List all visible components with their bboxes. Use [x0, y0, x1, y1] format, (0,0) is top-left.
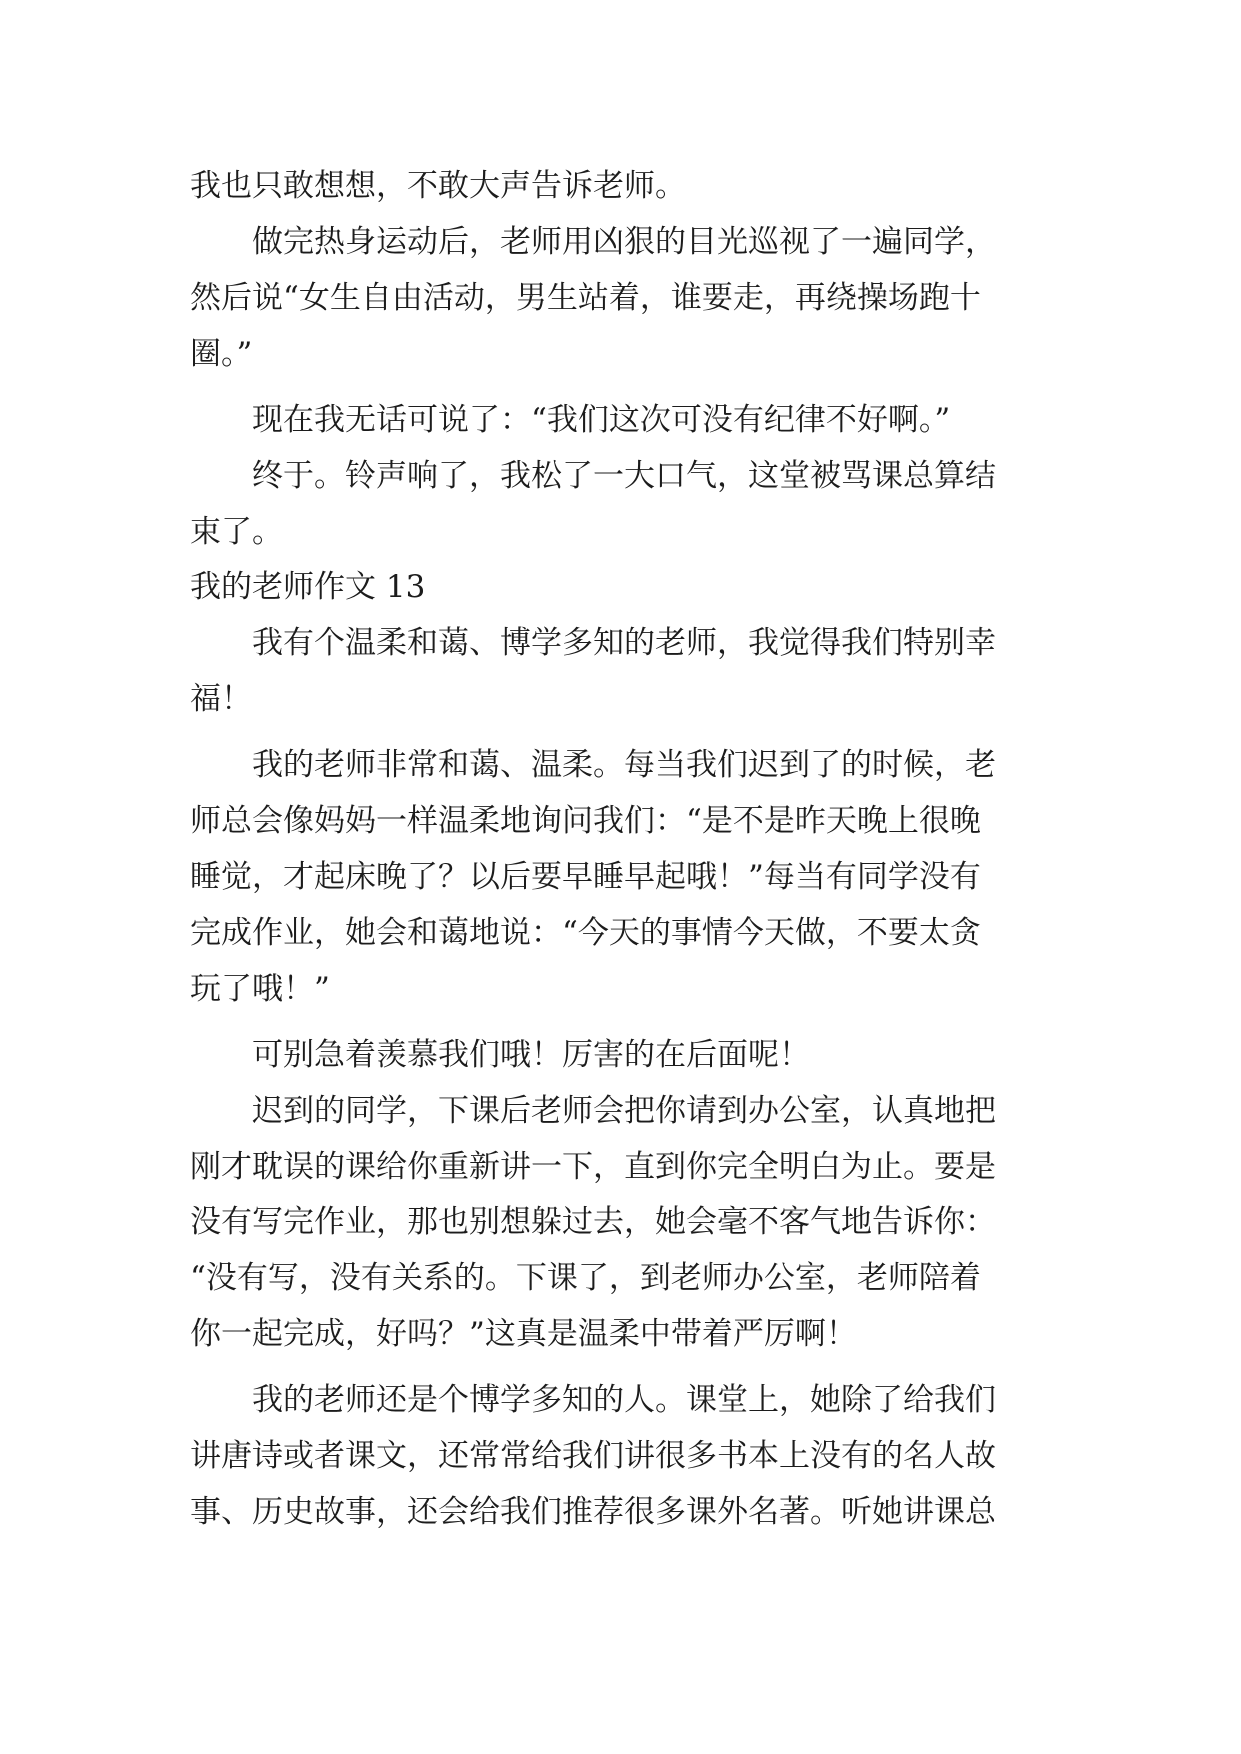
text-line: 然后说“女生自由活动，男生站着，谁要走，再绕操场跑十	[190, 280, 981, 316]
text-line: 师总会像妈妈一样温柔地询问我们：“是不是昨天晚上很晚	[190, 803, 981, 839]
text-line: 睡觉，才起床晚了？以后要早睡早起哦！”每当有同学没有	[190, 859, 981, 895]
text-line: 圈。”	[190, 336, 253, 372]
text-line: 束了。	[190, 514, 283, 550]
text-line: 事、历史故事，还会给我们推荐很多课外名著。听她讲课总	[190, 1494, 996, 1530]
text-line: 做完热身运动后，老师用凶狠的目光巡视了一遍同学，	[190, 224, 996, 260]
text-line: “没有写，没有关系的。下课了，到老师办公室，老师陪着	[190, 1260, 981, 1296]
text-line: 没有写完作业，那也别想躲过去，她会毫不客气地告诉你：	[190, 1204, 996, 1240]
section-heading: 我的老师作文 13	[190, 569, 426, 605]
text-line: 可别急着羡慕我们哦！厉害的在后面呢！	[190, 1037, 810, 1073]
text-line: 我有个温柔和蔼、博学多知的老师，我觉得我们特别幸	[190, 625, 996, 661]
text-line: 你一起完成，好吗？”这真是温柔中带着严厉啊！	[190, 1316, 857, 1352]
text-line: 刚才耽误的课给你重新讲一下，直到你完全明白为止。要是	[190, 1149, 996, 1185]
text-line: 完成作业，她会和蔼地说：“今天的事情今天做，不要太贪	[190, 915, 981, 951]
text-line: 现在我无话可说了：“我们这次可没有纪律不好啊。”	[190, 402, 951, 438]
text-line: 我也只敢想想，不敢大声告诉老师。	[190, 168, 686, 204]
text-line: 我的老师非常和蔼、温柔。每当我们迟到了的时候，老	[190, 747, 996, 783]
text-line: 迟到的同学，下课后老师会把你请到办公室，认真地把	[190, 1093, 996, 1129]
text-line: 讲唐诗或者课文，还常常给我们讲很多书本上没有的名人故	[190, 1438, 996, 1474]
text-line: 我的老师还是个博学多知的人。课堂上，她除了给我们	[190, 1382, 996, 1418]
text-line: 福！	[190, 681, 252, 717]
text-line: 终于。铃声响了，我松了一大口气，这堂被骂课总算结	[190, 458, 996, 494]
text-line: 玩了哦！”	[190, 971, 330, 1007]
